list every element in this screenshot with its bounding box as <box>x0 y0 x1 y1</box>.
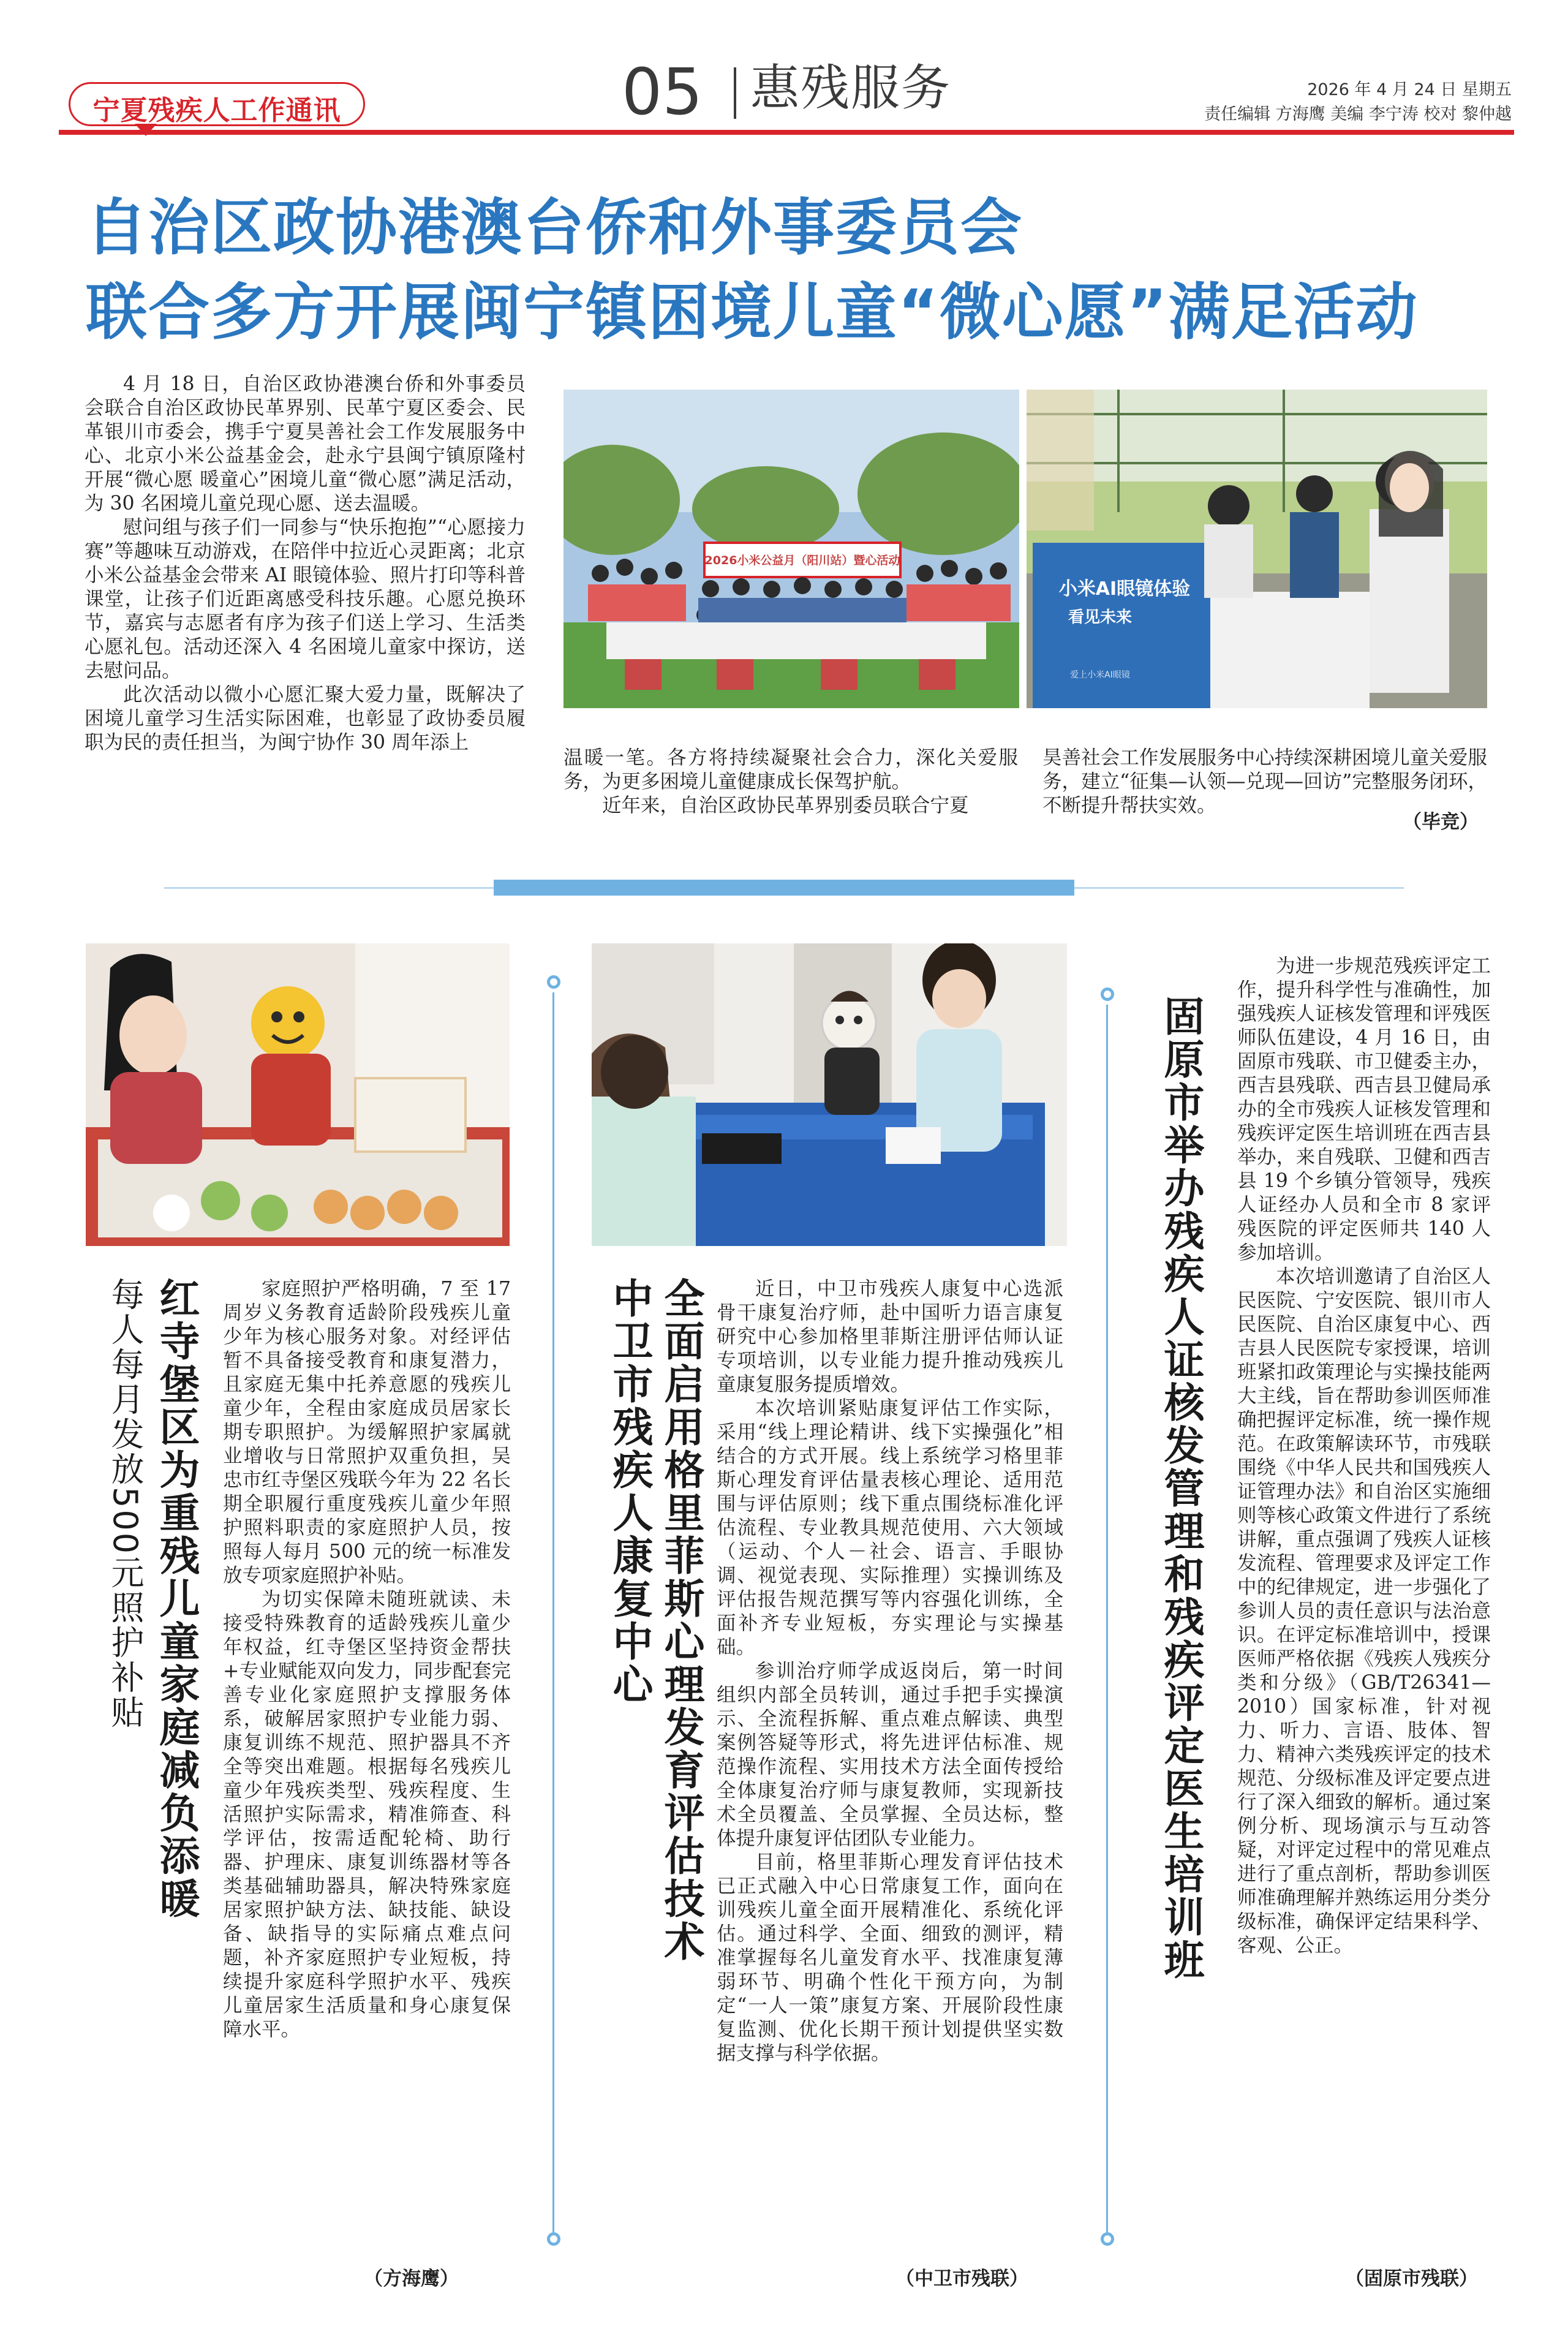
story-b-body <box>717 1277 1063 2066</box>
lead-paragraph: 慰问组与孩子们一同参与“快乐抱抱”“心愿接力赛”等趣味互动游戏，在陪伴中拉近心灵距离；北京小米公益基金会带来 AI 眼镜体验、照片打印等科普课堂，让孩子们近距离感受科技乐趣。心愿兑换环节，嘉宾与志愿者有序为孩子们送上学习、生活类心愿礼包。活动还深入 4 名困境儿童家中探访，送去慰问品。 <box>85 516 526 682</box>
story-b-photo <box>592 943 1067 1246</box>
story-b-title-line-2: 全面启用格里菲斯心理发育评估技术 <box>657 1277 704 1963</box>
story-c-paragraph: 本次培训邀请了自治区人民医院、宁安医院、银川市人民医院、自治区康复中心、西吉县人民医院专家授课，培训班紧扣政策理论与实操技能两大主线，旨在帮助参训医师准确把握评定标准，统一操作规范。在政策解读环节，市残联围绕《中华人民共和国残疾人证管理办法》和自治区实施细则等核心政策文件进行了系统讲解，重点强调了残疾人证核发流程、管理要求及评定工作中的纪律规定，进一步强化了参训人员的责任意识与法治意识。在评定标准培训中，授课医师严格依据《残疾人残疾分类和分级》（GB/T26341—2010）国家标准，针对视力、听力、言语、肢体、智力、精神六类残疾评定的技术规范、分级标准及评定要点进行了深入细致的解析。通过案例分析、现场演示与互动答疑，对评定过程中的常见难点进行了重点剖析，帮助参训医师准确理解并熟练运用分类分级标准，确保评定结果科学、客观、公正。 <box>1237 1266 1491 1957</box>
section-title: 惠残服务 <box>750 59 951 116</box>
story-c-paragraph: 为进一步规范残疾评定工作，提升科学性与准确性，加强残疾人证核发管理和评残医师队伍建设，4 月 16 日，由固原市残联、市卫健委主办，西吉县残联、西吉县卫健局承办的全市残疾人证核发管理和残疾评定医生培训班在西吉县举办，来自残联、卫健和西吉县 19 个乡镇分管领导，残疾人证经办人员和全市 8 家评残医院的评定医师共 140 人参加培训。 <box>1237 955 1491 1264</box>
section-divider-bar <box>494 880 1074 896</box>
lead-column-2 <box>564 746 1018 818</box>
story-b-byline: （中卫市残联） <box>895 2268 1028 2290</box>
sign-text-3: 爱上小米AI眼镜 <box>1070 670 1130 680</box>
lead-paragraph: 近年来，自治区政协民革界别委员联合宁夏 <box>602 795 969 817</box>
lead-paragraph: 4 月 18 日，自治区政协港澳台侨和外事委员会联合自治区政协民革界别、民革宁夏区委会、民革银川市委会，携手宁夏昊善社会工作发展服务中心、北京小米公益基金会，赴永宁县闽宁镇原隆村开展“微心愿 暖童心”困境儿童“微心愿”满足活动，为 30 名困境儿童兑现心愿、送去温暖。 <box>85 373 526 515</box>
story-a-title: 红寺堡区为重残儿童家庭减负添暖 <box>153 1277 200 1920</box>
story-b-paragraph: 近日，中卫市残疾人康复中心选派骨干康复治疗师，赴中国听力语言康复研究中心参加格里菲斯注册评估师认证专项培训，以专业能力提升推动残疾儿童康复服务提质增效。 <box>717 1278 1063 1395</box>
lead-column-1 <box>85 372 526 755</box>
story-a-byline: （方海鹰） <box>364 2268 459 2290</box>
header-rule <box>59 130 1514 135</box>
page-number: 05 <box>622 55 703 129</box>
story-b-rule-dot-bottom <box>1101 2232 1114 2246</box>
story-a-body <box>223 1277 511 2042</box>
editor-credits: 责任编辑 方海鹰 美编 李宁涛 校对 黎仲越 <box>1204 105 1512 124</box>
story-a-paragraph: 为切实保障未随班就读、未接受特殊教育的适龄残疾儿童少年权益，红寺堡区坚持资金帮扶+专业赋能双向发力，同步配套完善专业化家庭照护支撑服务体系，破解居家照护专业能力弱、康复训练不规范、照护器具不齐全等突出难题。根据每名残疾儿童少年残疾类型、残疾程度、生活照护实际需求，精准筛查、科学评估，按需适配轮椅、助行器、护理床、康复训练器材等各类基础辅助器具，解决特殊家庭居家照护缺方法、缺技能、缺设备、缺指导的实际痛点难点问题，补齐家庭照护专业短板，持续提升家庭科学照护水平、残疾儿童居家生活质量和身心康复保障水平。 <box>223 1588 511 2041</box>
story-b-title-line-1: 中卫市残疾人康复中心 <box>606 1277 653 1706</box>
story-c-body <box>1237 954 1491 1958</box>
lead-paragraph: 昊善社会工作发展服务中心持续深耕困境儿童关爱服务，建立“征集—认领—兑现—回访”完整服务闭环，不断提升帮扶实效。 <box>1042 747 1487 817</box>
lead-photo-ai-glasses <box>1027 390 1487 708</box>
story-a-rule-dot-bottom <box>547 2232 560 2246</box>
header-separator <box>734 67 736 119</box>
sign-text-1: 小米AI眼镜体验 <box>1058 578 1191 600</box>
story-b-rule-dot-top <box>1101 987 1114 1001</box>
story-a-subtitle: 每人每月发放500元照护补贴 <box>106 1277 145 1731</box>
lead-headline-line-1: 自治区政协港澳台侨和外事委员会 <box>86 192 1023 263</box>
story-b-paragraph: 本次培训紧贴康复评估工作实际，采用“线上理论精讲、线下实操强化”相结合的方式开展。线上系统学习格里菲斯心理发育评估量表核心理论、适用范围与评估原则；线下重点围绕标准化评估流程、专业教具规范使用、六大领域（运动、个人－社会、语言、手眼协调、视觉表现、实际推理）实操训练及评估报告规范撰写等内容强化训练，全面补齐专业短板，夯实理论与实操基础。 <box>717 1397 1063 1658</box>
story-c-title: 固原市举办残疾人证核发管理和残疾评定医生培训班 <box>1157 995 1204 1982</box>
lead-byline: （毕竞） <box>1403 811 1479 833</box>
story-c-byline: （固原市残联） <box>1345 2268 1478 2290</box>
story-a-rule <box>552 992 554 2236</box>
lead-headline-line-2: 联合多方开展闽宁镇困境儿童“微心愿”满足活动 <box>86 276 1419 348</box>
story-a-rule-dot-top <box>547 975 560 989</box>
lead-paragraph: 温暖一笔。各方将持续凝聚社会合力，深化关爱服务，为更多困境儿童健康成长保驾护航。 <box>564 747 1018 793</box>
story-a-paragraph: 家庭照护严格明确，7 至 17 周岁义务教育适龄阶段残疾儿童少年为核心服务对象。对经评估暂不具备接受教育和康复潜力，且家庭无集中托养意愿的残疾儿童少年，全程由家庭成员居家长期专职照护。为缓解照护家属就业增收与日常照护双重负担，吴忠市红寺堡区残联今年为 22 名长期全职履行重度残疾儿童少年照护照料职责的家庭照护人员，按照每人每月 500 元的统一标准发放专项家庭照护补贴。 <box>223 1278 511 1587</box>
story-a-photo <box>86 943 510 1246</box>
lead-paragraph: 此次活动以微小心愿汇聚大爱力量，既解决了困境儿童学习生活实际困难，也彰显了政协委员履职为民的责任担当，为闽宁协作 30 周年添上 <box>85 684 526 753</box>
banner-text: 2026小米公益月（阳川站）暨心活动 <box>704 554 900 567</box>
story-b-paragraph: 参训治疗师学成返岗后，第一时间组织内部全员转训，通过手把手实操演示、全流程拆解、重点难点解读、典型案例答疑等形式，将先进评估标准、规范操作流程、实用技术方法全面传授给全体康复治疗师与康复教师，实现新技术全员覆盖、全员掌握、全员达标，整体提升康复评估团队专业能力。 <box>717 1660 1063 1849</box>
masthead-title: 宁夏残疾人工作通讯 <box>92 95 341 126</box>
issue-date: 2026 年 4 月 24 日 星期五 <box>1307 80 1512 99</box>
story-b-paragraph: 目前，格里菲斯心理发育评估技术已正式融入中心日常康复工作，面向在训残疾儿童全面开展精准化、系统化评估。通过科学、全面、细致的测评，精准掌握每名儿童发育水平、找准康复薄弱环节、明确个性化干预方向，为制定“一人一策”康复方案、开展阶段性康复监测、优化长期干预计划提供坚实数据支撑与科学依据。 <box>717 1851 1063 2064</box>
sign-text-2: 看见未来 <box>1068 608 1133 627</box>
lead-photo-group <box>564 390 1019 708</box>
masthead <box>69 82 365 126</box>
story-b-rule <box>1106 1005 1108 2236</box>
